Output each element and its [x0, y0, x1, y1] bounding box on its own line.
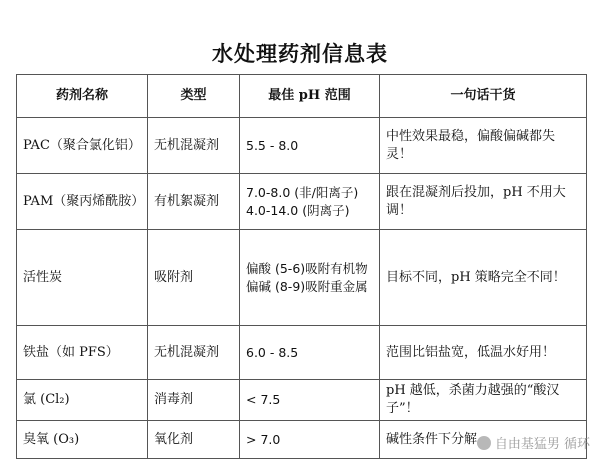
wechat-icon [477, 436, 491, 450]
cell-ph: 偏酸 (5-6)吸附有机物 偏碱 (8-9)吸附重金属 [240, 230, 380, 326]
cell-ph: 7.0-8.0 (非/阳离子) 4.0-14.0 (阴离子) [240, 174, 380, 230]
cell-name: 氯 (Cl₂) [17, 380, 148, 421]
table-row [17, 118, 587, 174]
cell-ph: < 7.5 [240, 380, 380, 421]
cell-type: 无机混凝剂 [148, 118, 240, 174]
cell-type: 吸附剂 [148, 230, 240, 326]
cell-tip: 范围比铝盐宽，低温水好用！ [380, 326, 587, 380]
header-type: 类型 [148, 75, 240, 118]
table-row [17, 230, 587, 326]
header-tip: 一句话干货 [380, 75, 587, 118]
cell-type: 消毒剂 [148, 380, 240, 421]
cell-tip: pH 越低，杀菌力越强的“酸汉子”！ [380, 380, 587, 421]
watermark [477, 433, 590, 452]
cell-name: 活性炭 [17, 230, 148, 326]
cell-name: 臭氧 (O₃) [17, 421, 148, 459]
table-title: 水处理药剂信息表 [212, 41, 388, 66]
cell-type: 无机混凝剂 [148, 326, 240, 380]
watermark-text: 自由基猛男 循环 [494, 437, 590, 452]
cell-name: PAM（聚丙烯酰胺） [17, 174, 148, 230]
header-name: 药剂名称 [17, 75, 148, 118]
cell-tip: 中性效果最稳，偏酸偏碱都失灵！ [380, 118, 587, 174]
cell-ph: 5.5 - 8.0 [240, 118, 380, 174]
table-row [17, 380, 587, 421]
cell-ph: > 7.0 [240, 421, 380, 459]
table-row [17, 174, 587, 230]
cell-tip: 跟在混凝剂后投加，pH 不用大调！ [380, 174, 587, 230]
agents-table [16, 74, 587, 459]
cell-ph: 6.0 - 8.5 [240, 326, 380, 380]
header-row [17, 75, 587, 118]
table-row [17, 326, 587, 380]
header-ph: 最佳 pH 范围 [240, 75, 380, 118]
cell-tip: 目标不同，pH 策略完全不同！ [380, 230, 587, 326]
cell-type: 氧化剂 [148, 421, 240, 459]
cell-tip: 碱性条件下分解 [380, 421, 587, 459]
cell-name: 铁盐（如 PFS） [17, 326, 148, 380]
cell-type: 有机絮凝剂 [148, 174, 240, 230]
cell-name: PAC（聚合氯化铝） [17, 118, 148, 174]
